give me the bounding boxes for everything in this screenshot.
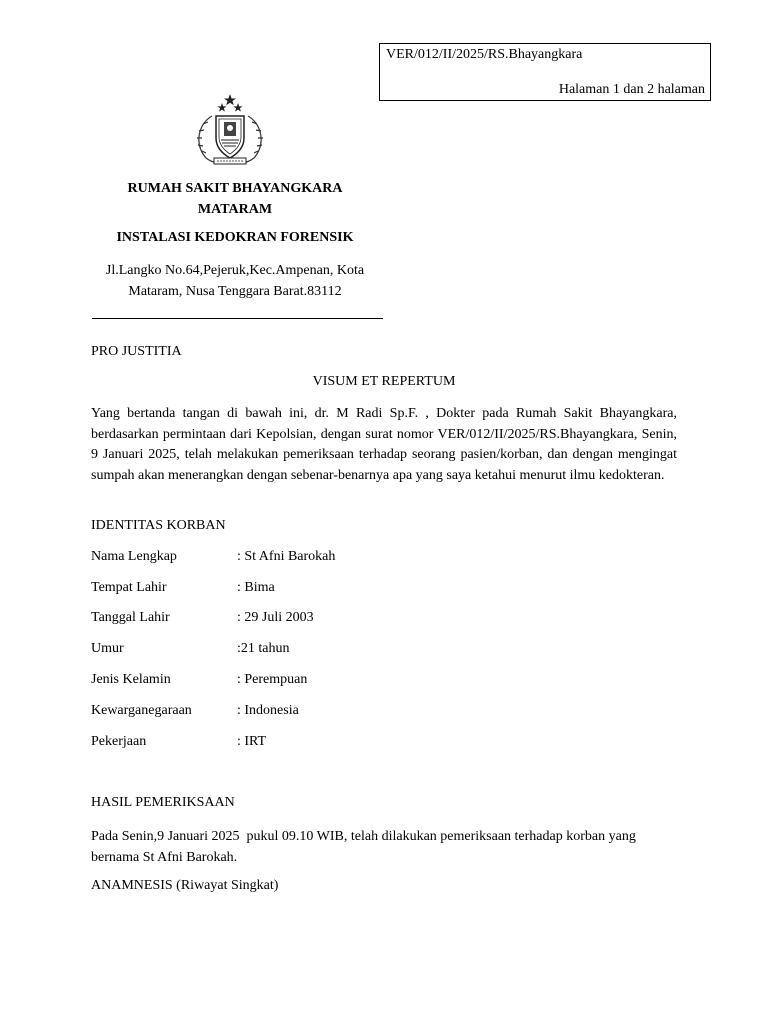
identity-value: : Bima bbox=[237, 580, 275, 595]
identity-row-age bbox=[91, 641, 677, 661]
anamnesis-heading: ANAMNESIS (Riwayat Singkat) bbox=[91, 878, 279, 893]
identity-row-nationality bbox=[91, 703, 677, 723]
pro-justitia-label: PRO JUSTITIA bbox=[91, 344, 182, 359]
police-emblem-icon bbox=[190, 92, 270, 168]
identity-label: Pekerjaan bbox=[91, 734, 147, 749]
identity-row-gender bbox=[91, 672, 677, 692]
reference-box bbox=[379, 43, 711, 101]
hospital-name-line1: RUMAH SAKIT BHAYANGKARA bbox=[127, 181, 343, 196]
identity-value: : 29 Juli 2003 bbox=[237, 610, 314, 625]
document-title: VISUM ET REPERTUM bbox=[312, 374, 456, 389]
identity-row-occupation bbox=[91, 734, 677, 754]
identity-row-name bbox=[91, 549, 677, 569]
address-line2: Mataram, Nusa Tenggara Barat.83112 bbox=[128, 284, 342, 299]
hospital-name-line2: MATARAM bbox=[197, 202, 273, 217]
identity-value: : St Afni Barokah bbox=[237, 549, 336, 564]
reference-number: VER/012/II/2025/RS.Bhayangkara bbox=[386, 47, 583, 62]
identity-label: Jenis Kelamin bbox=[91, 672, 171, 687]
identity-row-birthplace bbox=[91, 580, 677, 600]
identity-value: : Perempuan bbox=[237, 672, 308, 687]
hasil-paragraph bbox=[91, 826, 681, 868]
identity-value: :21 tahun bbox=[237, 641, 290, 656]
identity-label: Tanggal Lahir bbox=[91, 610, 170, 625]
intro-paragraph: Yang bertanda tangan di bawah ini, dr. M Radi Sp.F. , Dokter pada Rumah Sakit Bhayangkara, berdasarkan permintaan dari Kepolsian, dengan surat nomor VER/012/II/2025/RS.Bhayangkara, Senin, 9 Januari 2025, telah melakukan pemeriksaan terhadap seorang pasien/korban, dan dengan mengingat sumpah akan menerangkan dengan sebenar-benarnya apa yang saya ketahui menurut ilmu kedokteran. bbox=[91, 406, 677, 483]
identity-label: Tempat Lahir bbox=[91, 580, 167, 595]
hasil-heading: HASIL PEMERIKSAAN bbox=[91, 795, 235, 810]
page-indicator: Halaman 1 dan 2 halaman bbox=[558, 82, 705, 97]
identity-label: Kewarganegaraan bbox=[91, 703, 192, 718]
hasil-line2: bernama St Afni Barokah. bbox=[91, 850, 238, 865]
hasil-line1: Pada Senin,9 Januari 2025 pukul 09.10 WIB, telah dilakukan pemeriksaan terhadap korban yang bbox=[91, 829, 636, 844]
hospital-address bbox=[90, 260, 380, 302]
header-divider bbox=[92, 318, 383, 319]
identity-label: Nama Lengkap bbox=[91, 549, 177, 564]
identitas-heading: IDENTITAS KORBAN bbox=[91, 518, 226, 533]
institution-name: INSTALASI KEDOKRAN FORENSIK bbox=[116, 230, 354, 245]
identity-label: Umur bbox=[91, 641, 124, 656]
hospital-name bbox=[90, 178, 380, 220]
identity-value: : IRT bbox=[237, 734, 267, 749]
identity-row-birthdate bbox=[91, 610, 677, 630]
address-line1: Jl.Langko No.64,Pejeruk,Kec.Ampenan, Kota bbox=[105, 263, 365, 278]
identity-value: : Indonesia bbox=[237, 703, 299, 718]
